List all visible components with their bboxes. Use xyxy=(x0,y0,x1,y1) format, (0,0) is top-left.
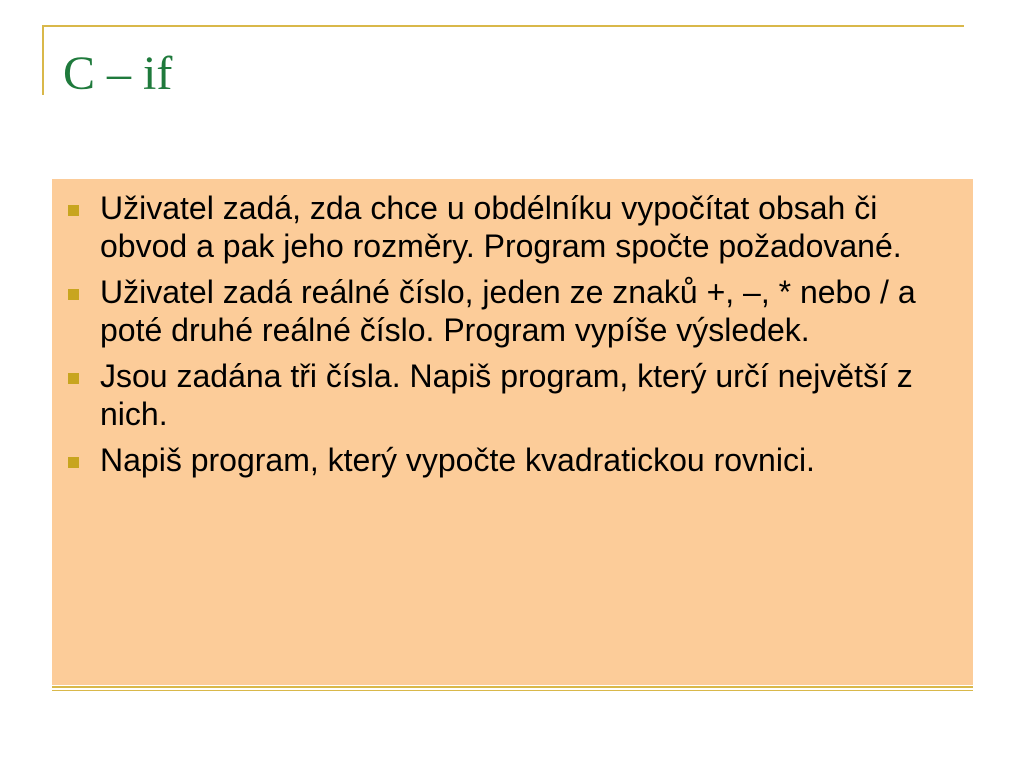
list-item xyxy=(66,357,965,433)
square-bullet-icon xyxy=(68,205,79,216)
list-item xyxy=(66,189,965,265)
bullet-list xyxy=(66,189,965,479)
slide-title: C – if xyxy=(63,47,173,100)
bullet-text: Uživatel zadá reálné číslo, jeden ze znaků +, –, * nebo / a poté druhé reálné číslo. Program vypíše výsledek. xyxy=(100,274,916,348)
square-bullet-icon xyxy=(68,457,79,468)
content-bottom-rule xyxy=(52,686,973,688)
title-accent-line-top xyxy=(42,25,964,27)
bullet-text: Jsou zadána tři čísla. Napiš program, který určí největší z nich. xyxy=(100,358,913,432)
bullet-text: Napiš program, který vypočte kvadratickou rovnici. xyxy=(100,442,815,478)
square-bullet-icon xyxy=(68,373,79,384)
square-bullet-icon xyxy=(68,289,79,300)
bullet-text: Uživatel zadá, zda chce u obdélníku vypočítat obsah či obvod a pak jeho rozměry. Program spočte požadované. xyxy=(100,190,902,264)
content-bottom-rule-secondary xyxy=(52,690,973,691)
title-accent-line-left xyxy=(42,25,44,95)
content-panel xyxy=(52,179,973,685)
list-item xyxy=(66,273,965,349)
list-item xyxy=(66,441,965,479)
